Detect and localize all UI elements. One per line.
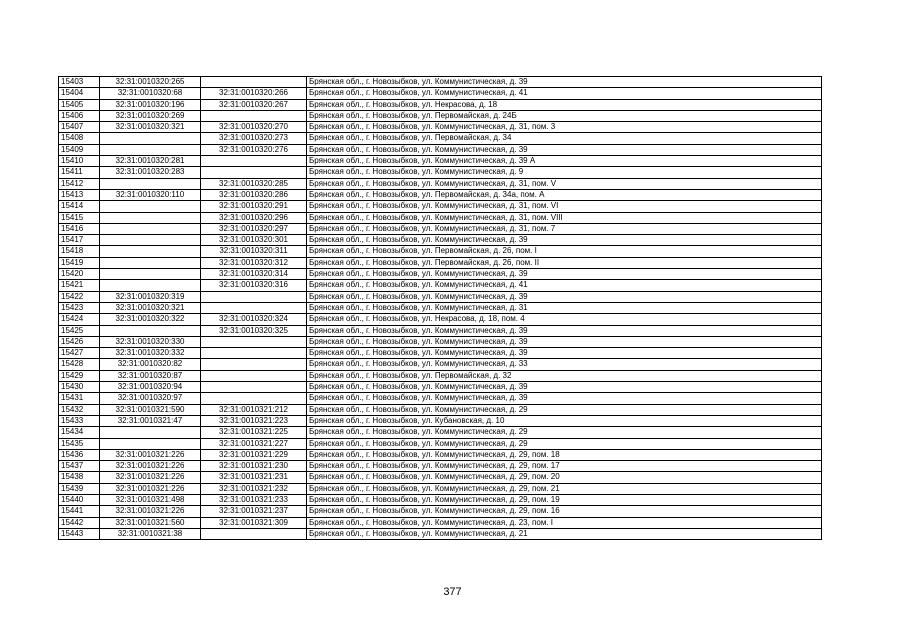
related-cadastral-number-cell: [201, 336, 307, 347]
table-row: [59, 472, 822, 483]
cadastral-number-cell: 32:31:0010320:82: [100, 359, 201, 370]
related-cadastral-number-cell: [201, 393, 307, 404]
address-cell: Брянская обл., г. Новозыбков, ул. Коммунистическая, д. 39: [307, 269, 822, 280]
cadastral-number-cell: [100, 178, 201, 189]
related-cadastral-number-cell: 32:31:0010320:270: [201, 122, 307, 133]
table-row: [59, 88, 822, 99]
address-cell: Брянская обл., г. Новозыбков, ул. Коммунистическая, д. 29, пом. 17: [307, 461, 822, 472]
related-cadastral-number-cell: 32:31:0010321:225: [201, 427, 307, 438]
address-cell: Брянская обл., г. Новозыбков, ул. Первомайская, д. 26, пом. I: [307, 246, 822, 257]
row-number-cell: 15429: [59, 370, 100, 381]
cadastral-number-cell: 32:31:0010320:94: [100, 382, 201, 393]
cadastral-number-cell: 32:31:0010321:590: [100, 404, 201, 415]
table-row: [59, 122, 822, 133]
cadastral-number-cell: [100, 133, 201, 144]
address-cell: Брянская обл., г. Новозыбков, ул. Коммунистическая, д. 29: [307, 438, 822, 449]
table-row: [59, 178, 822, 189]
cadastral-number-cell: 32:31:0010320:110: [100, 189, 201, 200]
address-cell: Брянская обл., г. Новозыбков, ул. Коммунистическая, д. 31, пом. VI: [307, 201, 822, 212]
table-row: [59, 280, 822, 291]
row-number-cell: 15403: [59, 77, 100, 88]
row-number-cell: 15420: [59, 269, 100, 280]
table-row: [59, 223, 822, 234]
table-row: [59, 291, 822, 302]
row-number-cell: 15409: [59, 144, 100, 155]
related-cadastral-number-cell: 32:31:0010321:231: [201, 472, 307, 483]
page-number: 377: [443, 586, 462, 598]
property-registry-table: [58, 76, 822, 540]
row-number-cell: 15436: [59, 449, 100, 460]
row-number-cell: 15407: [59, 122, 100, 133]
related-cadastral-number-cell: 32:31:0010321:230: [201, 461, 307, 472]
cadastral-number-cell: 32:31:0010321:560: [100, 517, 201, 528]
table-row: [59, 269, 822, 280]
row-number-cell: 15405: [59, 99, 100, 110]
related-cadastral-number-cell: [201, 167, 307, 178]
registry-table-body: [59, 77, 822, 540]
address-cell: Брянская обл., г. Новозыбков, ул. Коммунистическая, д. 31, пом. VIII: [307, 212, 822, 223]
row-number-cell: 15404: [59, 88, 100, 99]
row-number-cell: 15413: [59, 189, 100, 200]
row-number-cell: 15424: [59, 314, 100, 325]
address-cell: Брянская обл., г. Новозыбков, ул. Коммунистическая, д. 41: [307, 280, 822, 291]
address-cell: Брянская обл., г. Новозыбков, ул. Коммунистическая, д. 29, пом. 21: [307, 483, 822, 494]
cadastral-number-cell: 32:31:0010320:330: [100, 336, 201, 347]
cadastral-number-cell: 32:31:0010320:97: [100, 393, 201, 404]
cadastral-number-cell: 32:31:0010321:47: [100, 415, 201, 426]
related-cadastral-number-cell: [201, 370, 307, 381]
table-row: [59, 325, 822, 336]
table-row: [59, 133, 822, 144]
related-cadastral-number-cell: 32:31:0010320:266: [201, 88, 307, 99]
cadastral-number-cell: 32:31:0010320:265: [100, 77, 201, 88]
cadastral-number-cell: [100, 223, 201, 234]
table-row: [59, 144, 822, 155]
cadastral-number-cell: [100, 246, 201, 257]
address-cell: Брянская обл., г. Новозыбков, ул. Первомайская, д. 26, пом. II: [307, 257, 822, 268]
row-number-cell: 15433: [59, 415, 100, 426]
address-cell: Брянская обл., г. Новозыбков, ул. Коммунистическая, д. 31, пом. V: [307, 178, 822, 189]
table-row: [59, 528, 822, 539]
row-number-cell: 15421: [59, 280, 100, 291]
cadastral-number-cell: [100, 257, 201, 268]
table-row: [59, 156, 822, 167]
cadastral-number-cell: 32:31:0010320:196: [100, 99, 201, 110]
cadastral-number-cell: [100, 427, 201, 438]
cadastral-number-cell: 32:31:0010320:322: [100, 314, 201, 325]
related-cadastral-number-cell: 32:31:0010320:286: [201, 189, 307, 200]
table-row: [59, 393, 822, 404]
address-cell: Брянская обл., г. Новозыбков, ул. Коммунистическая, д. 31: [307, 302, 822, 313]
cadastral-number-cell: 32:31:0010320:269: [100, 110, 201, 121]
address-cell: Брянская обл., г. Новозыбков, ул. Коммунистическая, д. 39: [307, 382, 822, 393]
address-cell: Брянская обл., г. Новозыбков, ул. Коммунистическая, д. 29, пом. 16: [307, 506, 822, 517]
row-number-cell: 15423: [59, 302, 100, 313]
table-row: [59, 246, 822, 257]
cadastral-number-cell: 32:31:0010320:319: [100, 291, 201, 302]
table-row: [59, 99, 822, 110]
row-number-cell: 15406: [59, 110, 100, 121]
table-row: [59, 336, 822, 347]
cadastral-number-cell: 32:31:0010320:321: [100, 302, 201, 313]
address-cell: Брянская обл., г. Новозыбков, ул. Коммунистическая, д. 21: [307, 528, 822, 539]
table-row: [59, 257, 822, 268]
table-row: [59, 77, 822, 88]
row-number-cell: 15432: [59, 404, 100, 415]
table-row: [59, 506, 822, 517]
table-row: [59, 235, 822, 246]
cadastral-number-cell: 32:31:0010321:226: [100, 506, 201, 517]
table-row: [59, 382, 822, 393]
table-row: [59, 438, 822, 449]
table-row: [59, 348, 822, 359]
address-cell: Брянская обл., г. Новозыбков, ул. Коммунистическая, д. 29, пом. 20: [307, 472, 822, 483]
related-cadastral-number-cell: 32:31:0010321:227: [201, 438, 307, 449]
cadastral-number-cell: 32:31:0010321:38: [100, 528, 201, 539]
related-cadastral-number-cell: 32:31:0010320:276: [201, 144, 307, 155]
table-row: [59, 302, 822, 313]
address-cell: Брянская обл., г. Новозыбков, ул. Коммунистическая, д. 39: [307, 325, 822, 336]
related-cadastral-number-cell: 32:31:0010320:301: [201, 235, 307, 246]
table-row: [59, 201, 822, 212]
related-cadastral-number-cell: 32:31:0010321:309: [201, 517, 307, 528]
row-number-cell: 15417: [59, 235, 100, 246]
related-cadastral-number-cell: [201, 382, 307, 393]
row-number-cell: 15425: [59, 325, 100, 336]
cadastral-number-cell: 32:31:0010321:226: [100, 483, 201, 494]
related-cadastral-number-cell: 32:31:0010321:223: [201, 415, 307, 426]
cadastral-number-cell: [100, 144, 201, 155]
table-row: [59, 359, 822, 370]
cadastral-number-cell: [100, 212, 201, 223]
related-cadastral-number-cell: 32:31:0010321:212: [201, 404, 307, 415]
address-cell: Брянская обл., г. Новозыбков, ул. Коммунистическая, д. 29: [307, 404, 822, 415]
row-number-cell: 15410: [59, 156, 100, 167]
related-cadastral-number-cell: 32:31:0010320:296: [201, 212, 307, 223]
table-row: [59, 167, 822, 178]
address-cell: Брянская обл., г. Новозыбков, ул. Коммунистическая, д. 39: [307, 291, 822, 302]
related-cadastral-number-cell: 32:31:0010320:291: [201, 201, 307, 212]
row-number-cell: 15430: [59, 382, 100, 393]
cadastral-number-cell: 32:31:0010320:68: [100, 88, 201, 99]
cadastral-number-cell: 32:31:0010320:321: [100, 122, 201, 133]
cadastral-number-cell: [100, 201, 201, 212]
row-number-cell: 15431: [59, 393, 100, 404]
cadastral-number-cell: 32:31:0010321:226: [100, 472, 201, 483]
row-number-cell: 15418: [59, 246, 100, 257]
row-number-cell: 15441: [59, 506, 100, 517]
address-cell: Брянская обл., г. Новозыбков, ул. Первомайская, д. 34а, пом. А: [307, 189, 822, 200]
address-cell: Брянская обл., г. Новозыбков, ул. Первомайская, д. 32: [307, 370, 822, 381]
table-row: [59, 370, 822, 381]
row-number-cell: 15416: [59, 223, 100, 234]
cadastral-number-cell: [100, 325, 201, 336]
address-cell: Брянская обл., г. Новозыбков, ул. Коммунистическая, д. 9: [307, 167, 822, 178]
table-row: [59, 415, 822, 426]
address-cell: Брянская обл., г. Новозыбков, ул. Коммунистическая, д. 31, пом. 3: [307, 122, 822, 133]
address-cell: Брянская обл., г. Новозыбков, ул. Коммунистическая, д. 29, пом. 18: [307, 449, 822, 460]
related-cadastral-number-cell: [201, 110, 307, 121]
related-cadastral-number-cell: [201, 291, 307, 302]
table-row: [59, 110, 822, 121]
row-number-cell: 15434: [59, 427, 100, 438]
row-number-cell: 15428: [59, 359, 100, 370]
table-row: [59, 404, 822, 415]
row-number-cell: 15419: [59, 257, 100, 268]
address-cell: Брянская обл., г. Новозыбков, ул. Коммунистическая, д. 39: [307, 77, 822, 88]
related-cadastral-number-cell: 32:31:0010320:314: [201, 269, 307, 280]
row-number-cell: 15427: [59, 348, 100, 359]
related-cadastral-number-cell: 32:31:0010320:297: [201, 223, 307, 234]
row-number-cell: 15408: [59, 133, 100, 144]
related-cadastral-number-cell: 32:31:0010320:285: [201, 178, 307, 189]
address-cell: Брянская обл., г. Новозыбков, ул. Коммунистическая, д. 39: [307, 336, 822, 347]
table-row: [59, 189, 822, 200]
related-cadastral-number-cell: 32:31:0010320:273: [201, 133, 307, 144]
row-number-cell: 15426: [59, 336, 100, 347]
related-cadastral-number-cell: [201, 528, 307, 539]
address-cell: Брянская обл., г. Новозыбков, ул. Коммунистическая, д. 31, пом. 7: [307, 223, 822, 234]
address-cell: Брянская обл., г. Новозыбков, ул. Коммунистическая, д. 23, пом. I: [307, 517, 822, 528]
address-cell: Брянская обл., г. Новозыбков, ул. Коммунистическая, д. 39: [307, 348, 822, 359]
address-cell: Брянская обл., г. Новозыбков, ул. Коммунистическая, д. 29, пом. 19: [307, 494, 822, 505]
address-cell: Брянская обл., г. Новозыбков, ул. Коммунистическая, д. 39 А: [307, 156, 822, 167]
table-row: [59, 494, 822, 505]
row-number-cell: 15437: [59, 461, 100, 472]
cadastral-number-cell: 32:31:0010321:226: [100, 449, 201, 460]
address-cell: Брянская обл., г. Новозыбков, ул. Кубановская, д. 10: [307, 415, 822, 426]
table-row: [59, 314, 822, 325]
table-row: [59, 449, 822, 460]
table-row: [59, 461, 822, 472]
table-row: [59, 212, 822, 223]
related-cadastral-number-cell: 32:31:0010321:237: [201, 506, 307, 517]
cadastral-number-cell: 32:31:0010321:226: [100, 461, 201, 472]
address-cell: Брянская обл., г. Новозыбков, ул. Коммунистическая, д. 39: [307, 235, 822, 246]
address-cell: Брянская обл., г. Новозыбков, ул. Коммунистическая, д. 29: [307, 427, 822, 438]
related-cadastral-number-cell: [201, 302, 307, 313]
related-cadastral-number-cell: 32:31:0010321:232: [201, 483, 307, 494]
related-cadastral-number-cell: 32:31:0010320:324: [201, 314, 307, 325]
row-number-cell: 15438: [59, 472, 100, 483]
cadastral-number-cell: [100, 269, 201, 280]
cadastral-number-cell: [100, 235, 201, 246]
cadastral-number-cell: 32:31:0010320:87: [100, 370, 201, 381]
row-number-cell: 15415: [59, 212, 100, 223]
table-row: [59, 427, 822, 438]
related-cadastral-number-cell: 32:31:0010320:311: [201, 246, 307, 257]
related-cadastral-number-cell: [201, 348, 307, 359]
related-cadastral-number-cell: 32:31:0010321:229: [201, 449, 307, 460]
row-number-cell: 15411: [59, 167, 100, 178]
cadastral-number-cell: 32:31:0010321:498: [100, 494, 201, 505]
related-cadastral-number-cell: [201, 359, 307, 370]
address-cell: Брянская обл., г. Новозыбков, ул. Коммунистическая, д. 39: [307, 144, 822, 155]
related-cadastral-number-cell: 32:31:0010321:233: [201, 494, 307, 505]
cadastral-number-cell: 32:31:0010320:283: [100, 167, 201, 178]
row-number-cell: 15422: [59, 291, 100, 302]
row-number-cell: 15439: [59, 483, 100, 494]
address-cell: Брянская обл., г. Новозыбков, ул. Коммунистическая, д. 41: [307, 88, 822, 99]
row-number-cell: 15442: [59, 517, 100, 528]
address-cell: Брянская обл., г. Новозыбков, ул. Коммунистическая, д. 39: [307, 393, 822, 404]
address-cell: Брянская обл., г. Новозыбков, ул. Некрасова, д. 18, пом. 4: [307, 314, 822, 325]
row-number-cell: 15443: [59, 528, 100, 539]
address-cell: Брянская обл., г. Новозыбков, ул. Первомайская, д. 34: [307, 133, 822, 144]
cadastral-number-cell: [100, 280, 201, 291]
cadastral-number-cell: [100, 438, 201, 449]
row-number-cell: 15414: [59, 201, 100, 212]
related-cadastral-number-cell: 32:31:0010320:316: [201, 280, 307, 291]
address-cell: Брянская обл., г. Новозыбков, ул. Некрасова, д. 18: [307, 99, 822, 110]
related-cadastral-number-cell: 32:31:0010320:312: [201, 257, 307, 268]
row-number-cell: 15435: [59, 438, 100, 449]
row-number-cell: 15440: [59, 494, 100, 505]
row-number-cell: 15412: [59, 178, 100, 189]
related-cadastral-number-cell: 32:31:0010320:325: [201, 325, 307, 336]
table-row: [59, 483, 822, 494]
address-cell: Брянская обл., г. Новозыбков, ул. Коммунистическая, д. 33: [307, 359, 822, 370]
related-cadastral-number-cell: [201, 156, 307, 167]
related-cadastral-number-cell: 32:31:0010320:267: [201, 99, 307, 110]
address-cell: Брянская обл., г. Новозыбков, ул. Первомайская, д. 24Б: [307, 110, 822, 121]
related-cadastral-number-cell: [201, 77, 307, 88]
cadastral-number-cell: 32:31:0010320:332: [100, 348, 201, 359]
table-row: [59, 517, 822, 528]
cadastral-number-cell: 32:31:0010320:281: [100, 156, 201, 167]
